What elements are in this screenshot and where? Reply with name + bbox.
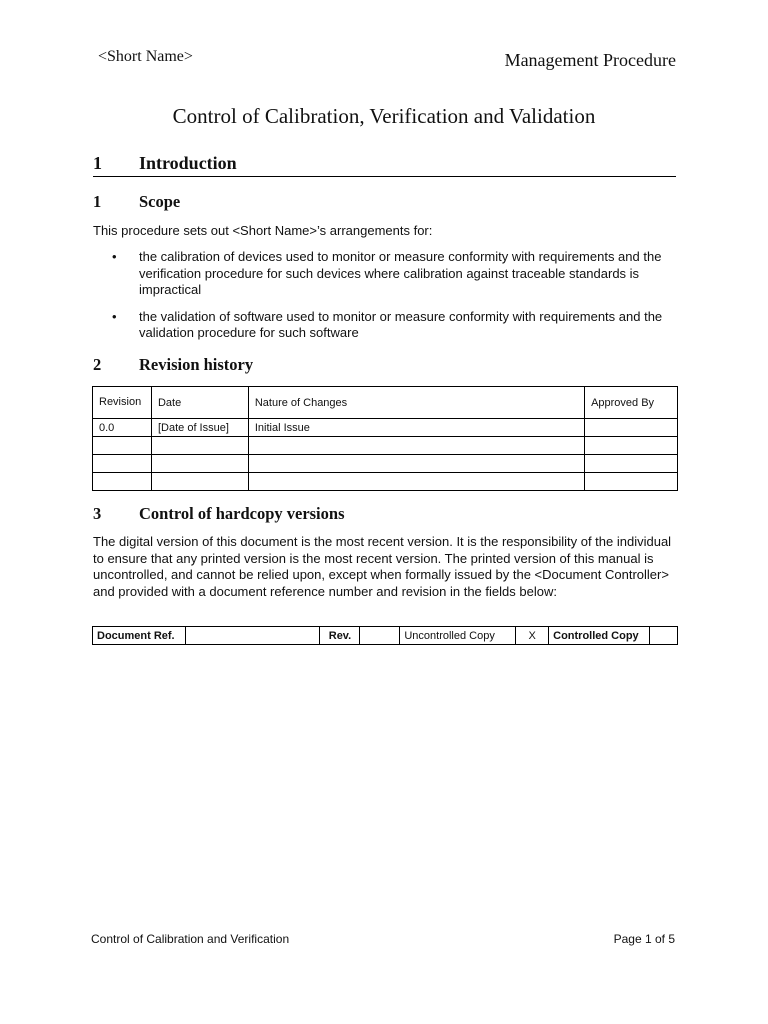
column-header-approved-by: Approved By <box>585 387 678 419</box>
column-header-revision: Revision <box>93 387 152 419</box>
table-cell <box>248 473 584 491</box>
bullet-icon: • <box>112 249 117 264</box>
section-title: Revision history <box>139 355 254 374</box>
uncontrolled-copy-label: Uncontrolled Copy <box>400 627 516 645</box>
column-header-date: Date <box>151 387 248 419</box>
document-title: Control of Calibration, Verification and Validation <box>172 104 596 128</box>
section-heading-scope <box>93 192 180 212</box>
table-cell <box>585 437 678 455</box>
table-row <box>93 437 678 455</box>
list-item <box>112 249 672 299</box>
bullet-icon: • <box>112 308 117 324</box>
uncontrolled-copy-mark[interactable]: X <box>516 627 549 645</box>
list-item <box>112 309 672 342</box>
table-cell <box>585 473 678 491</box>
table-cell <box>151 455 248 473</box>
table-cell <box>585 419 678 437</box>
table-cell: 0.0 <box>93 419 152 437</box>
section-title: Scope <box>139 192 181 211</box>
section-title: Introduction <box>139 153 237 173</box>
controlled-copy-mark[interactable] <box>650 627 678 645</box>
rev-label: Rev. <box>320 627 360 645</box>
header-doc-type: Management Procedure <box>504 50 676 70</box>
table-cell <box>585 455 678 473</box>
table-cell <box>248 437 584 455</box>
table-row <box>93 473 678 491</box>
revision-history-table <box>92 386 678 491</box>
doc-ref-field[interactable] <box>185 627 320 645</box>
list-item-text: the calibration of devices used to monitor or measure conformity with requirements and the verification procedure for such devices where calibration against traceable standards is impractical <box>139 249 662 297</box>
section-heading-hardcopy <box>93 504 345 524</box>
hardcopy-paragraph: The digital version of this document is the most recent version. It is the responsibility of the individual to ensure that any printed version is the most recent version. The printed version of this manual is uncontrolled, and cannot be relied upon, except when formally issued by the <Document Controller> and provided with a document reference number and revision in the fields below: <box>93 534 672 599</box>
table-cell <box>93 473 152 491</box>
table-cell <box>93 437 152 455</box>
section-number: 1 <box>93 153 102 173</box>
table-cell <box>151 437 248 455</box>
table-cell <box>93 455 152 473</box>
controlled-copy-label: Controlled Copy <box>549 627 650 645</box>
section-heading-revision-history <box>93 355 253 375</box>
column-header-nature: Nature of Changes <box>248 387 584 419</box>
list-item-text: the validation of software used to monitor or measure conformity with requirements and the validation procedure for such software <box>139 308 663 340</box>
section-number: 3 <box>93 504 102 523</box>
table-cell <box>248 455 584 473</box>
table-row <box>93 419 678 437</box>
rev-field[interactable] <box>360 627 400 645</box>
table-cell <box>151 473 248 491</box>
doc-ref-label: Document Ref. <box>93 627 186 645</box>
footer-page-number: Page 1 of 5 <box>613 932 675 946</box>
table-header-row <box>93 387 678 419</box>
table-row <box>93 455 678 473</box>
header-short-name: <Short Name> <box>98 48 193 65</box>
section-title: Control of hardcopy versions <box>139 504 345 523</box>
document-control-table <box>92 626 678 645</box>
footer-document-name: Control of Calibration and Verification <box>91 932 290 946</box>
table-cell: Initial Issue <box>248 419 584 437</box>
scope-intro: This procedure sets out <Short Name>’s arrangements for: <box>93 223 433 238</box>
section-number: 1 <box>93 192 102 211</box>
scope-bullet-list <box>112 249 672 352</box>
section-heading-introduction <box>93 153 676 177</box>
table-cell: [Date of Issue] <box>151 419 248 437</box>
section-number: 2 <box>93 355 102 374</box>
